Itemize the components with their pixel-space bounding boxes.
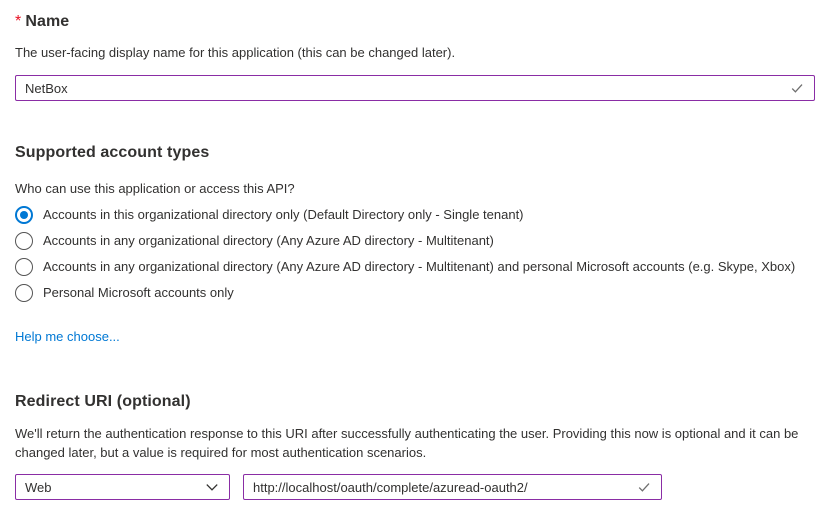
redirect-uri-input[interactable] [253, 480, 628, 495]
radio-option-label: Accounts in this organizational directory only (Default Directory only - Single tenant) [43, 207, 524, 222]
radio-option-label: Accounts in any organizational directory (Any Azure AD directory - Multitenant) [43, 233, 494, 248]
name-title-text: Name [25, 13, 70, 30]
redirect-uri-title: Redirect URI (optional) [15, 393, 191, 410]
redirect-uri-input-field[interactable] [243, 474, 662, 500]
checkmark-icon [636, 479, 652, 495]
platform-select-value: Web [25, 479, 52, 495]
radio-option-label: Personal Microsoft accounts only [43, 285, 234, 300]
radio-option-label: Accounts in any organizational directory (Any Azure AD directory - Multitenant) and personal Microsoft accounts (e.g. Skype, Xbox) [43, 259, 796, 274]
radio-button-icon[interactable] [15, 258, 33, 276]
help-me-choose-link[interactable]: Help me choose... [15, 329, 120, 344]
radio-button-icon[interactable] [15, 206, 33, 224]
radio-option-single-tenant[interactable] [15, 202, 815, 228]
radio-button-icon[interactable] [15, 232, 33, 250]
radio-option-multitenant[interactable] [15, 228, 815, 254]
checkmark-icon [789, 80, 805, 96]
redirect-uri-description: We'll return the authentication response to this URI after successfully authenticating the user. Providing this now is optional and it can be changed later, but a value is required for most authentication scenarios. [15, 426, 799, 460]
account-types-question: Who can use this application or access this API? [15, 181, 295, 196]
name-input-field[interactable] [15, 75, 815, 101]
name-input[interactable] [25, 81, 781, 96]
account-types-title: Supported account types [15, 144, 210, 161]
radio-button-icon[interactable] [15, 284, 33, 302]
redirect-uri-row [15, 474, 815, 500]
name-section-title [15, 12, 815, 32]
platform-select[interactable] [15, 474, 230, 500]
required-asterisk: * [15, 13, 22, 30]
radio-option-multitenant-personal[interactable] [15, 254, 815, 280]
account-types-radio-group [15, 202, 815, 306]
radio-option-personal-only[interactable] [15, 280, 815, 306]
name-description: The user-facing display name for this application (this can be changed later). [15, 45, 456, 60]
chevron-down-icon [204, 479, 220, 495]
